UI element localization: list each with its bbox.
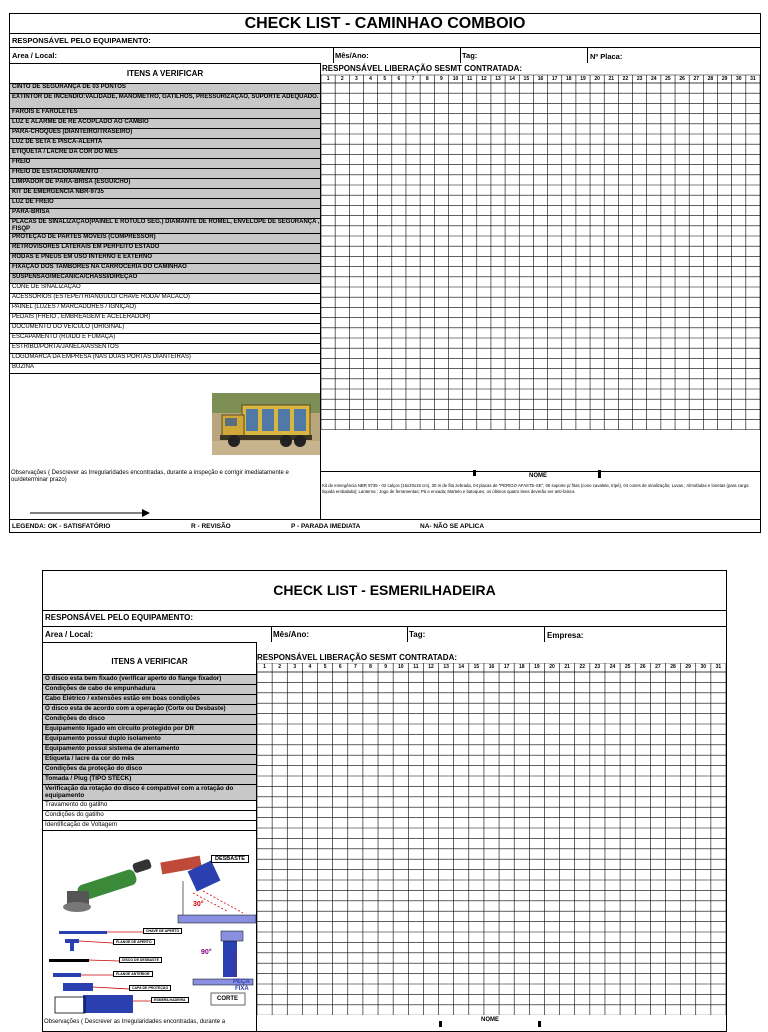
day-number: 20	[549, 664, 555, 670]
day-number: 29	[721, 76, 728, 82]
responsavel-label: RESPONSÁVEL PELO EQUIPAMENTO:	[45, 613, 194, 622]
checklist-item: Tomada / Plug (TIPO STECK)	[43, 775, 256, 785]
checklist-item: FARÓIS E FAROLETES	[10, 109, 320, 119]
chave-aperto-label: CHAVE DE APERTO	[143, 928, 182, 934]
day-number: 5	[323, 664, 327, 670]
checklist-item: ESCAPAMENTO (RUÍDO E FUMAÇA)	[10, 334, 320, 344]
day-number: 6	[338, 664, 342, 670]
day-number: 10	[397, 664, 404, 670]
itens-header: ITENS A VERIFICAR	[43, 642, 257, 675]
day-number: 3	[355, 76, 358, 82]
checklist-item: Condições da proteção do disco	[43, 765, 256, 775]
checklist-item: PAINEL (LUZES / MARCADORES / IGNIÇÃO)	[10, 304, 320, 314]
day-number: 27	[655, 664, 661, 670]
checklist-item: RODAS E PNEUS EM USO INTERNO E EXTERNO	[10, 254, 320, 264]
marker-icon	[439, 1021, 442, 1027]
items-list	[43, 674, 257, 851]
checklist-item: LUZ DE FREIO	[10, 199, 320, 209]
day-number: 15	[473, 664, 480, 670]
day-number: 3	[293, 664, 297, 670]
day-number: 22	[579, 664, 586, 670]
area-label: Area / Local:	[12, 51, 58, 60]
day-number: 15	[523, 76, 530, 82]
tag-label: Tag:	[409, 630, 426, 639]
area-label: Area / Local:	[45, 630, 94, 639]
checklist-item: DOCUMENTO DO VEÍCULO (ORIGINAL)	[10, 324, 320, 334]
day-number: 22	[622, 76, 629, 82]
day-number: 12	[481, 76, 487, 82]
mes-ano-label: Mês/Ano:	[273, 630, 309, 639]
observacoes-label: Observações ( Descrever as Irregularidades encontradas, durante a	[44, 1019, 226, 1025]
day-number: 29	[685, 664, 691, 670]
day-number: 13	[495, 76, 501, 82]
day-number: 28	[670, 664, 676, 670]
mes-ano-label: Mês/Ano:	[335, 51, 369, 60]
tag-label: Tag:	[462, 51, 478, 60]
day-number: 28	[707, 76, 714, 82]
day-number: 4	[369, 76, 372, 82]
placa-label: Nº Placa:	[590, 52, 623, 61]
day-number: 4	[308, 664, 312, 670]
day-number: 18	[566, 76, 572, 82]
disco-desbaste-label: DISCO DE DESBASTE	[119, 957, 162, 963]
day-number: 5	[383, 76, 387, 82]
daily-check-grid[interactable]	[257, 663, 726, 1031]
day-number: 19	[534, 664, 540, 670]
checklist-item: O disco esta bem fixado (verificar aperto do flange fixador)	[43, 675, 256, 685]
checklist-item: Identificação de Voltagem	[43, 821, 256, 831]
day-number: 21	[608, 76, 615, 82]
checklist-item: Equipamento possui sistema de aterramento	[43, 745, 256, 755]
day-number: 19	[580, 76, 586, 82]
checklist-item: Condições do disco	[43, 715, 256, 725]
responsavel-label: RESPONSÁVEL PELO EQUIPAMENTO:	[12, 36, 151, 45]
day-number: 23	[636, 76, 643, 82]
responsavel-liberacao-header: RESPONSÁVEL LIBERAÇÃO SESMT CONTRATADA:	[322, 64, 523, 73]
corte-label: CORTE	[217, 996, 238, 1002]
checklist-item: PÁRA-BRISA	[10, 209, 320, 219]
checklist-item: Condições do gatilho	[43, 811, 256, 821]
checklist-item: FREIO DE ESTACIONAMENTO	[10, 169, 320, 179]
checklist-item: RETROVISORES LATERAIS EM PERFEITO ESTADO	[10, 244, 320, 254]
marker-icon	[538, 1021, 541, 1027]
nome-label: NOME	[481, 1017, 499, 1023]
checklist-item: PARA-CHOQUES (DIANTEIRO/TRASEIRO)	[10, 129, 320, 139]
kit-emergencia-note: Kit de emergência NBR 9735 - 02 calços (15x20x15 cm), 30 m de fita zebrada, 04 placas de "PERIGO AFASTE-SE", 06 suporte p/ fitas (cone cavalete, tripé), 04 cones de sinalização; Luvas ; Almofadas e lonetas (para carga líquida embalada); Lanterna ; Jogo de ferramentas; Pá e enxada; Martelo e batoques, os últimos quatro itens deverão ser anti-faísca	[322, 483, 749, 494]
nome-label: NOME	[529, 473, 547, 479]
checklist-esmerilhadeira	[42, 570, 727, 1032]
day-number: 25	[624, 664, 631, 670]
grinder-icon	[63, 858, 152, 912]
checklist-item: Equipamento possui duplo isolamento	[43, 735, 256, 745]
checklist-item: PLACAS DE SINALIZAÇÃO(PAINEL E ROTULO SEG.) DIAMANTE DE ROMEL, ENVELOPE DE SEGURANÇA , FISQP	[12, 219, 320, 232]
checklist-item: FREIO	[10, 159, 320, 169]
day-number: 24	[609, 664, 616, 670]
day-number: 11	[413, 664, 419, 670]
day-number: 2	[278, 664, 282, 670]
legend-revisao: R - REVISÃO	[191, 523, 231, 530]
legend-parada: P - PARADA IMEDIATA	[291, 523, 361, 530]
day-number: 20	[594, 76, 600, 82]
flange-anterior-label: FLANGE ANTERIOR	[113, 971, 153, 977]
checklist-item: O disco esta de acordo com a operação (Corte ou Desbaste)	[43, 705, 256, 715]
day-number: 26	[679, 76, 685, 82]
itens-header: ITENS A VERIFICAR	[10, 63, 321, 84]
day-number: 16	[488, 664, 495, 670]
day-number: 1	[326, 76, 330, 82]
checklist-item: KIT DE EMERGENCIA NBR-9735	[10, 189, 320, 199]
day-number: 2	[340, 76, 344, 82]
grinder-diagram	[43, 851, 256, 1017]
day-number: 7	[411, 76, 415, 82]
angle-30-label: 30°	[193, 901, 204, 908]
day-number: 30	[700, 664, 707, 670]
checklist-item: Equipamento ligado em circuito protegido por DR	[43, 725, 256, 735]
angle-90-label: 90°	[201, 949, 212, 956]
checklist-item: Travamento do gatilho	[43, 801, 256, 811]
checklist-item: Etiqueta / lacre da cor do mês	[43, 755, 256, 765]
day-number: 10	[452, 76, 459, 82]
day-number: 14	[458, 664, 465, 670]
checklist-item: ACESSÓRIOS (ESTEPE/TRIÂNGULO/ CHAVE RODA/ MACACO)	[10, 294, 320, 304]
day-number: 17	[503, 664, 510, 670]
day-number: 1	[263, 664, 266, 670]
checklist-item: BUZINA	[10, 364, 320, 374]
legend-ok: LEGENDA: OK - SATISFATÓRIO	[12, 523, 111, 530]
day-number: 14	[509, 76, 515, 82]
checklist-item: ESTRIBO/PORTA/JANELA/ASSENTOS	[10, 344, 320, 354]
checklist-item: LUZ DE SETA E PISCA-ALERTA	[10, 139, 320, 149]
day-number: 11	[467, 76, 473, 82]
checklist-item: LIMPADOR DE PÁRA-BRISA (ESGUICHO)	[10, 179, 320, 189]
truck-photo	[212, 393, 320, 455]
checklist-item: EXTINTOR DE INCÊNDIO:VALIDADE, MANÔMETRO, GATILHOS, PRESSURIZAÇÃO, SUPORTE ADEQUADO.	[10, 94, 320, 109]
day-number: 8	[425, 76, 429, 82]
day-number: 21	[564, 664, 570, 670]
checklist-item: LUZ E ALARME DE RÉ ACOPLADO AO CAMBIO	[10, 119, 320, 129]
day-number: 16	[537, 76, 544, 82]
fixa-label: FIXA	[235, 986, 249, 992]
peca-label: PEÇA	[233, 979, 250, 985]
checklist-item: Verificação da rotação do disco é compatível com a rotação do equipamento	[43, 785, 256, 801]
capa-protecao-label: CAPA DE PROTEÇÃO	[129, 985, 171, 991]
day-number: 7	[353, 664, 357, 670]
checklist-item: PROTEÇÃO DE PARTES MÓVEIS (COMPRESSOR)	[10, 234, 320, 244]
page-title: CHECK LIST - CAMINHAO COMBOIO	[10, 14, 760, 34]
day-number: 31	[715, 664, 722, 670]
observacoes-label: Observações ( Descrever as Irregularidades encontradas, durante a inspeção e corrigir imediatamente e ou/determinar prazo)	[11, 470, 289, 483]
day-number: 9	[439, 76, 443, 82]
arrow-right-icon	[30, 504, 150, 522]
page-title: CHECK LIST - ESMERILHADEIRA	[43, 571, 726, 611]
day-number: 26	[640, 664, 646, 670]
checklist-item: CONE DE SINALIZAÇÃO	[10, 284, 320, 294]
day-number: 18	[518, 664, 525, 670]
day-number: 13	[443, 664, 449, 670]
checklist-item: FIXAÇÃO DOS TAMBORES NA CARROCERIA DO CAMINHÃO	[10, 264, 320, 274]
day-number: 6	[397, 76, 401, 82]
checklist-item: ETIQUETA / LACRE DA COR DO MÊS	[10, 149, 320, 159]
checklist-item: CINTO DE SEGURANÇA DE 03 PONTOS	[10, 84, 320, 94]
checklist-item: SUSPENSÃO/MECÂNICA/CHASSI/DIREÇÃO	[10, 274, 320, 284]
day-number: 24	[651, 76, 657, 82]
checklist-item: Condições de cabo de empunhadura	[43, 685, 256, 695]
day-number: 23	[594, 664, 601, 670]
legend-na: NA- NÃO SE APLICA	[420, 523, 485, 530]
day-number: 25	[665, 76, 671, 82]
responsavel-liberacao-header: RESPONSÁVEL LIBERAÇÃO SESMT CONTRATADA:	[257, 653, 458, 662]
empresa-label: Empresa:	[547, 631, 584, 640]
items-list	[10, 83, 321, 425]
daily-check-grid[interactable]	[321, 73, 760, 471]
checklist-item: PEDAIS (FREIO , EMBREAGEM E ACELERADOR)	[10, 314, 320, 324]
checklist-item: Cabo Elétrico / extensões estão em boas condições	[43, 695, 256, 705]
day-number: 12	[428, 664, 434, 670]
day-number: 17	[551, 76, 558, 82]
day-number: 9	[384, 664, 387, 670]
day-number: 27	[693, 76, 700, 82]
day-number: 31	[750, 76, 756, 82]
esmerilhadeira-label: ESMERILHADEIRA	[151, 997, 189, 1003]
desbaste-label: DESBASTE	[211, 855, 249, 863]
checklist-caminhao-comboio	[9, 13, 761, 533]
day-number: 8	[369, 664, 372, 670]
flange-aperto-label: FLANGE DE APERTO	[113, 939, 155, 945]
checklist-item: LOGOMARCA DA EMPRESA (NAS DUAS PORTAS DIANTEIRAS)	[10, 354, 320, 364]
day-number: 30	[735, 76, 742, 82]
